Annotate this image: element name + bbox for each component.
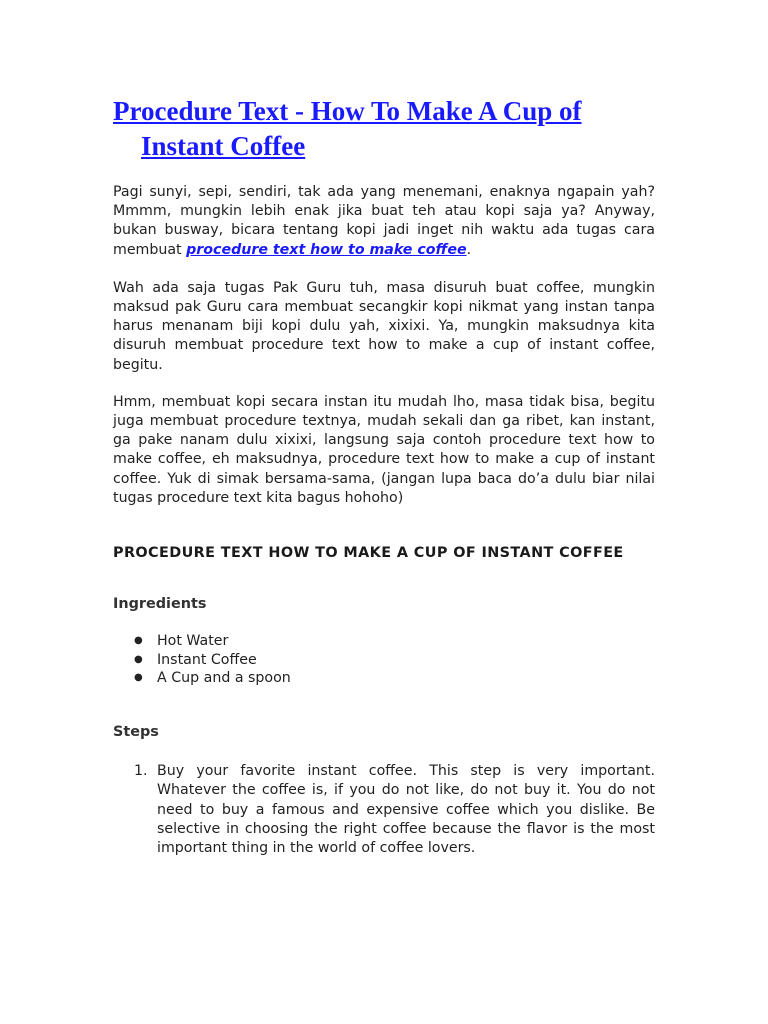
paragraph-3: Hmm, membuat kopi secara instan itu mudah lho, masa tidak bisa, begitu juga membuat procedure textnya, mudah sekali dan ga ribet, kan instant, ga pake nanam dulu xixixi, langsung saja contoh procedure text how to make coffee, eh maksudnya, procedure text how to make a cup of instant coffee. Yuk di simak bersama-sama, (jangan lupa baca do’a dulu biar nilai tugas procedure text kita bagus hohoho) <box>113 393 655 506</box>
steps-heading: Steps <box>113 724 159 741</box>
ingredients-heading: Ingredients <box>113 596 207 613</box>
intro-paragraph <box>113 183 655 260</box>
step-number: 1. <box>134 763 148 780</box>
step-text: Buy your favorite instant coffee. This step is very important. Whatever the coffee is, if you do not like, do not buy it. You do not need to buy a famous and expensive coffee which you dislike. Be selective in choosing the right coffee because the flavor is the most important thing in the world of coffee lovers. <box>157 763 655 856</box>
ingredient-label: Hot Water <box>157 633 229 650</box>
ingredient-label: Instant Coffee <box>157 651 257 668</box>
intro-text-end: . <box>466 241 472 258</box>
paragraph-2: Wah ada saja tugas Pak Guru tuh, masa disuruh buat coffee, mungkin maksud pak Guru cara membuat secangkir kopi nikmat yang instan tanpa harus menanam biji kopi dulu yah, xixixi. Ya, mungkin maksudnya kita disuruh membuat procedure text how to make a cup of instant coffee, begitu. <box>113 279 655 373</box>
document-page <box>113 94 655 858</box>
bullet-icon: ● <box>134 653 143 665</box>
steps-list <box>113 762 655 858</box>
ingredient-label: A Cup and a spoon <box>157 670 291 687</box>
ingredients-list <box>113 632 655 688</box>
bullet-icon: ● <box>134 672 143 684</box>
bullet-icon: ● <box>134 635 143 647</box>
intro-text: Pagi sunyi, sepi, sendiri, tak ada yang menemani, enaknya ngapain yah? Mmmm, mungkin lebih enak jika buat teh atau kopi saja ya? Anyway, bukan busway, bicara tentang kopi jadi inget nih waktu ada tugas cara membuat <box>113 184 655 258</box>
section-title: PROCEDURE TEXT HOW TO MAKE A CUP OF INSTANT COFFEE <box>113 545 624 562</box>
procedure-text-link[interactable]: procedure text how to make coffee <box>186 241 467 258</box>
list-item <box>134 669 655 688</box>
list-item <box>134 762 655 858</box>
list-item <box>134 632 655 651</box>
list-item <box>134 651 655 670</box>
title-link[interactable]: Procedure Text - How To Make A Cup of Instant Coffee <box>113 96 582 161</box>
page-title <box>113 94 655 164</box>
